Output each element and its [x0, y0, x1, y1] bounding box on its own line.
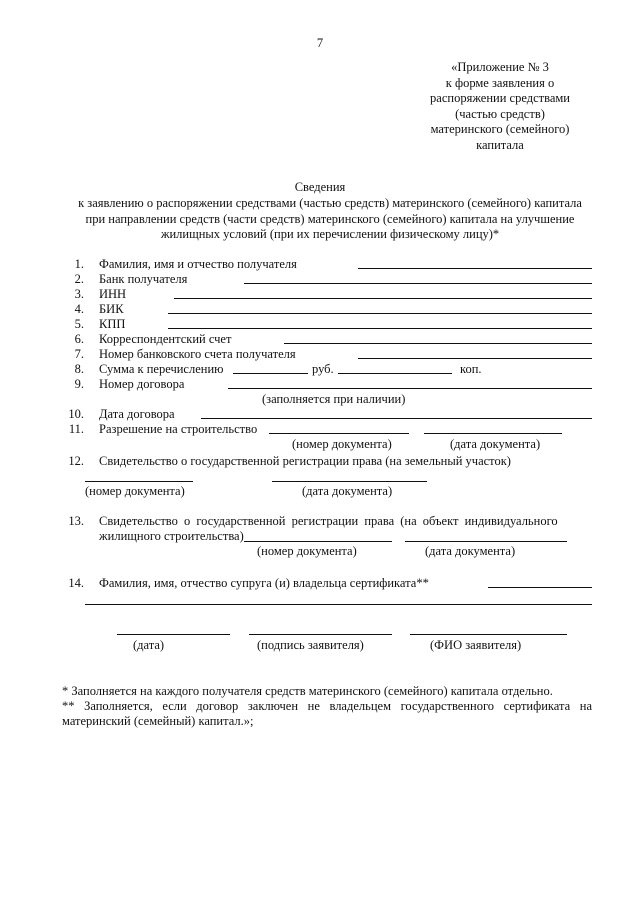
field-label: Фамилия, имя, отчество супруга (и) владельца сертификата**	[99, 576, 429, 590]
permit-number-input-line[interactable]	[269, 433, 409, 434]
land-certificate-date-input-line[interactable]	[272, 481, 427, 482]
appendix-line: (частью средств)	[455, 106, 545, 121]
field-number: 4.	[74, 302, 84, 316]
inn-input-line[interactable]	[174, 298, 592, 299]
field-label: Банк получателя	[99, 272, 188, 286]
field-label: БИК	[99, 302, 124, 316]
applicant-signature-line[interactable]	[249, 634, 392, 635]
field-number: 11.	[68, 422, 84, 436]
field-number: 9.	[74, 377, 84, 391]
document-title: Сведения	[294, 180, 346, 194]
date-caption: (дата)	[133, 638, 165, 652]
field-hint: (номер документа)	[85, 484, 185, 498]
field-number: 5.	[74, 317, 84, 331]
field-hint: (номер документа)	[257, 544, 357, 558]
field-number: 7.	[74, 347, 84, 361]
field-label: Свидетельство о государственной регистрации права (на объект индивидуального	[99, 514, 558, 528]
field-label: КПП	[99, 317, 126, 331]
date-signature-line[interactable]	[117, 634, 230, 635]
correspondent-account-input-line[interactable]	[284, 343, 592, 344]
field-hint: (дата документа)	[450, 437, 541, 451]
field-hint: (дата документа)	[425, 544, 516, 558]
appendix-line: к форме заявления о	[445, 75, 555, 90]
field-number: 6.	[74, 332, 84, 346]
field-label: Номер договора	[99, 377, 185, 391]
recipient-name-input-line[interactable]	[358, 268, 592, 269]
field-number: 10.	[68, 407, 84, 421]
field-hint: (заполняется при наличии)	[262, 392, 406, 406]
housing-certificate-number-input-line[interactable]	[244, 541, 392, 542]
field-label: Дата договора	[99, 407, 175, 421]
kpp-input-line[interactable]	[168, 328, 592, 329]
field-hint: (дата документа)	[302, 484, 393, 498]
document-subtitle: к заявлению о распоряжении средствами (частью средств) материнского (семейного) капитала при направлении средств (части средств) материнского (семейного) капитала на улучшение жилищных условий (при их перечислении физическому лицу)*	[78, 196, 582, 241]
name-caption: (ФИО заявителя)	[430, 638, 522, 652]
bik-input-line[interactable]	[168, 313, 592, 314]
field-hint: (номер документа)	[292, 437, 392, 451]
appendix-line: капитала	[476, 137, 524, 152]
contract-number-input-line[interactable]	[228, 388, 592, 389]
footnote-1: * Заполняется на каждого получателя средств материнского (семейного) капитала отдельно.	[62, 684, 553, 698]
appendix-header	[400, 60, 600, 153]
field-label: Разрешение на строительство	[99, 422, 258, 436]
field-label: жилищного строительства)	[99, 529, 244, 543]
contract-date-input-line[interactable]	[201, 418, 592, 419]
footnote-2: ** Заполняется, если договор заключен не владельцем государственного сертификата на материнский (семейный) капитал.»;	[62, 699, 592, 728]
housing-certificate-date-input-line[interactable]	[405, 541, 567, 542]
land-certificate-number-input-line[interactable]	[85, 481, 193, 482]
appendix-line: материнского (семейного)	[430, 122, 570, 136]
rub-label: руб.	[312, 362, 334, 376]
spouse-name-continuation-line[interactable]	[85, 604, 592, 605]
field-number: 13.	[68, 514, 84, 528]
field-number: 8.	[74, 362, 84, 376]
appendix-line: распоряжении средствами	[430, 91, 570, 105]
bank-input-line[interactable]	[244, 283, 592, 284]
permit-date-input-line[interactable]	[424, 433, 562, 434]
field-label: Номер банковского счета получателя	[99, 347, 296, 361]
amount-kop-input-line[interactable]	[338, 373, 452, 374]
signature-caption: (подпись заявителя)	[257, 638, 364, 652]
field-label: Фамилия, имя и отчество получателя	[99, 257, 297, 271]
field-number: 14.	[68, 576, 84, 590]
field-number: 2.	[74, 272, 84, 286]
page-number: 7	[316, 36, 324, 50]
field-label: Корреспондентский счет	[99, 332, 232, 346]
applicant-name-line[interactable]	[410, 634, 567, 635]
field-label: Свидетельство о государственной регистрации права (на земельный участок)	[99, 454, 511, 468]
kop-label: коп.	[460, 362, 482, 376]
field-label: Сумма к перечислению	[99, 362, 224, 376]
spouse-name-input-line[interactable]	[488, 587, 592, 588]
field-label: ИНН	[99, 287, 127, 301]
appendix-line: «Приложение № 3	[451, 60, 549, 74]
amount-rub-input-line[interactable]	[233, 373, 308, 374]
field-number: 3.	[74, 287, 84, 301]
bank-account-input-line[interactable]	[358, 358, 592, 359]
field-number: 1.	[74, 257, 84, 271]
field-number: 12.	[68, 454, 84, 468]
